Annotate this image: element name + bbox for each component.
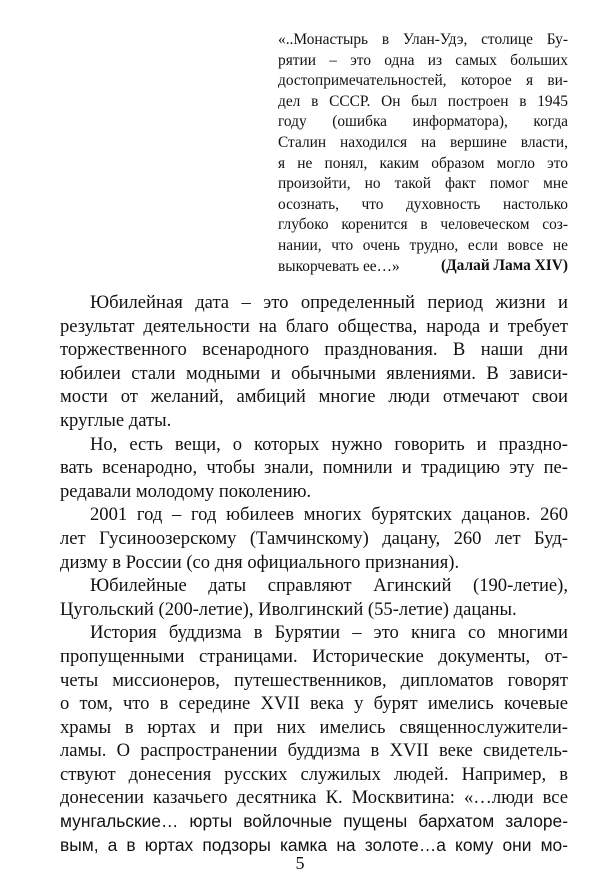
paragraph-line: ламы. О распространении буддизма в XVII веке свидетель- (60, 740, 568, 762)
paragraph-line: История буддизма в Бурятии – это книга со многими (90, 622, 568, 644)
paragraph-line: о том, что в середине XVII века у бурят имелись кочевые (60, 693, 568, 715)
epigraph-line: «..Монастырь в Улан-Удэ, столице Бу- (278, 31, 568, 48)
paragraph-line: Юбилейная дата – это определенный период жизни и (90, 292, 568, 313)
paragraph-line: дизму в России (со дня официального признания). (60, 551, 460, 573)
paragraph-line: вать всенародно, чтобы знали, помнили и традицию эту пе- (60, 457, 568, 479)
epigraph-line: нании, что очень трудно, если вовсе не (278, 236, 568, 254)
body-text (60, 291, 568, 857)
paragraph-line: торжественного всенародного празднования. В наши дни (60, 339, 568, 361)
paragraph-line: Цугольский (200-летие), Иволгинский (55-летие) дацаны. (60, 598, 517, 620)
paragraph-line: храмы в юртах и при них имелись священнослужители- (60, 716, 568, 738)
epigraph-attribution: (Далай Лама XIV) (440, 257, 568, 274)
epigraph-line: я не понял, каким образом могло это (278, 154, 568, 172)
paragraph-line: вым, а в юртах подзоры камка на золоте…а кому они мо- (60, 834, 568, 855)
epigraph (278, 30, 568, 277)
paragraph-line: ствуют донесения русских служилых людей. Например, в (60, 763, 568, 785)
paragraph-line: Юбилейные даты справляют Агинский (190-летие), (90, 575, 568, 597)
paragraph-line: круглые даты. (60, 409, 172, 431)
epigraph-line: году (ошибка информатора), когда (278, 113, 568, 131)
epigraph-line: осознать, что духовность настолько (278, 195, 568, 213)
epigraph-line: рятии – это одна из самых больших (278, 51, 568, 69)
paragraph-line: лет Гусиноозерскому (Тамчинскому) дацану, 260 лет Буд- (60, 527, 568, 549)
paragraph-line: редавали молодому поколению. (60, 480, 312, 502)
paragraph-line: 2001 год – год юбилеев многих бурятских дацанов. 260 (90, 504, 568, 526)
epigraph-line: выкорчевать ее…» (278, 257, 400, 275)
paragraph-line: юбилеи стали модными и обычными явлениями. В зависи- (60, 362, 568, 384)
paragraph-line: четы миссионеров, путешественников, дипломатов говорят (60, 669, 568, 691)
paragraph-line: донесении казачьего десятника К. Москвитина: «…люди все (60, 787, 568, 809)
paragraph-line: мунгальские… юрты войлочные пущены бархатом залоре- (60, 811, 568, 832)
paragraph-line: пропущенными страницами. Исторические документы, от- (60, 645, 568, 667)
page-number: 5 (295, 853, 305, 873)
epigraph-line: достопримечательностей, которое я ви- (278, 72, 568, 90)
epigraph-line: произойти, но такой факт помог мне (278, 175, 568, 193)
epigraph-line: глубоко коренится в человеческом соз- (278, 216, 568, 234)
paragraph-line: результат деятельности на благо общества, народа и требует (60, 315, 568, 337)
paragraph-line: мости от желаний, амбиций многие люди отмечают свои (60, 386, 568, 408)
epigraph-line: дел в СССР. Он был построен в 1945 (278, 92, 568, 110)
epigraph-line: Сталин находился на вершине власти, (278, 133, 568, 151)
paragraph-line: Но, есть вещи, о которых нужно говорить и праздно- (90, 433, 568, 455)
